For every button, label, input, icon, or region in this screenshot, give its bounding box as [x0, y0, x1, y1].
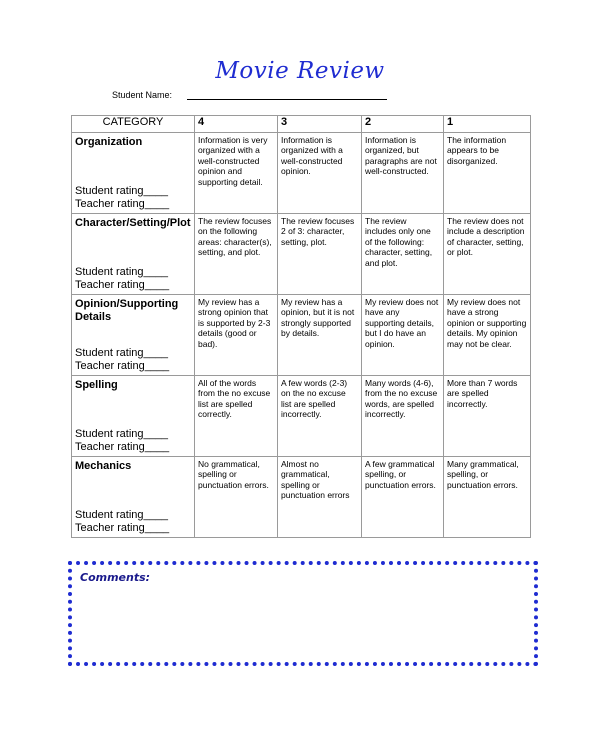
category-cell: [72, 457, 195, 538]
criteria-cell: A few words (2-3) on the no excuse list are spelled incorrectly.: [278, 376, 362, 457]
category-name: Character/Setting/Plot: [75, 217, 191, 229]
criteria-cell: My review does not have any supporting details, but I do have an opinion.: [362, 295, 444, 376]
category-name: Spelling: [75, 379, 118, 391]
criteria-cell: Information is very organized with a well-constructed opinion and supporting detail.: [195, 133, 278, 214]
student-name-line: [112, 90, 387, 100]
page-title: Movie Review: [215, 58, 385, 84]
teacher-rating: Teacher rating____: [75, 441, 170, 453]
criteria-cell: Almost no grammatical, spelling or punctuation errors: [278, 457, 362, 538]
comments-label: Comments:: [80, 571, 151, 584]
teacher-rating: Teacher rating____: [75, 522, 170, 534]
category-cell: [72, 133, 195, 214]
criteria-cell: Many words (4-6), from the no excuse words, are spelled incorrectly.: [362, 376, 444, 457]
category-cell: [72, 214, 195, 295]
criteria-cell: The review focuses 2 of 3: character, setting, plot.: [278, 214, 362, 295]
student-name-label: Student Name:: [112, 90, 173, 100]
criteria-cell: The review does not include a description of character, setting, or plot.: [444, 214, 531, 295]
student-rating: Student rating____: [75, 347, 168, 359]
header-row: [72, 116, 531, 133]
student-rating: Student rating____: [75, 185, 168, 197]
student-rating: Student rating____: [75, 509, 168, 521]
comments-box[interactable]: [68, 561, 538, 666]
criteria-cell: Information is organized with a well-constructed opinion.: [278, 133, 362, 214]
criteria-cell: My review has a strong opinion that is supported by 2-3 details (good or bad).: [195, 295, 278, 376]
criteria-cell: My review does not have a strong opinion or supporting details. My opinion may not be clear.: [444, 295, 531, 376]
student-rating: Student rating____: [75, 266, 168, 278]
category-name: Mechanics: [75, 460, 132, 472]
rubric-table: [71, 115, 531, 538]
category-name: Opinion/Supporting Details: [75, 298, 179, 323]
header-score-4: 4: [195, 116, 278, 133]
criteria-cell: All of the words from the no excuse list are spelled correctly.: [195, 376, 278, 457]
table-row: [72, 133, 531, 214]
category-cell: [72, 376, 195, 457]
header-category: CATEGORY: [72, 116, 195, 133]
teacher-rating: Teacher rating____: [75, 198, 170, 210]
student-rating: Student rating____: [75, 428, 168, 440]
table-row: [72, 376, 531, 457]
table-row: [72, 457, 531, 538]
criteria-cell: The review includes only one of the following: character, setting, and plot.: [362, 214, 444, 295]
header-score-1: 1: [444, 116, 531, 133]
criteria-cell: No grammatical, spelling or punctuation errors.: [195, 457, 278, 538]
criteria-cell: Information is organized, but paragraphs are not well-constructed.: [362, 133, 444, 214]
teacher-rating: Teacher rating____: [75, 360, 170, 372]
category-cell: [72, 295, 195, 376]
table-row: [72, 214, 531, 295]
category-name: Organization: [75, 136, 143, 148]
criteria-cell: The review focuses on the following areas: character(s), setting, and plot.: [195, 214, 278, 295]
criteria-cell: My review has a opinion, but it is not strongly supported by details.: [278, 295, 362, 376]
criteria-cell: Many grammatical, spelling, or punctuation errors.: [444, 457, 531, 538]
header-score-3: 3: [278, 116, 362, 133]
criteria-cell: A few grammatical spelling, or punctuation errors.: [362, 457, 444, 538]
criteria-cell: More than 7 words are spelled incorrectly.: [444, 376, 531, 457]
teacher-rating: Teacher rating____: [75, 279, 170, 291]
table-row: [72, 295, 531, 376]
header-score-2: 2: [362, 116, 444, 133]
criteria-cell: The information appears to be disorganized.: [444, 133, 531, 214]
student-name-field[interactable]: [187, 90, 387, 100]
